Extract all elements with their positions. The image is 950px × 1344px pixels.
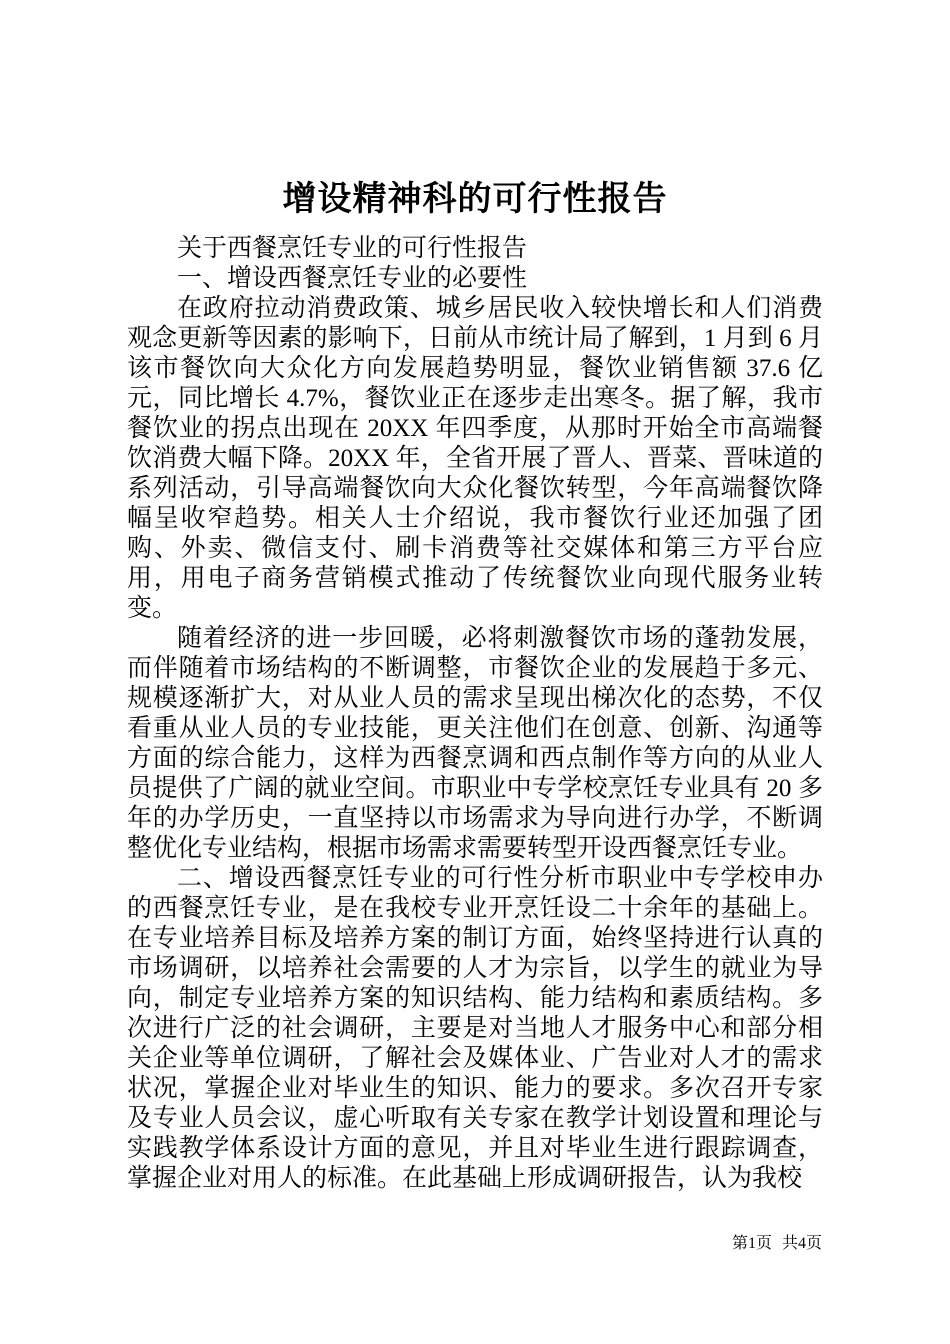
document-body — [127, 234, 823, 1194]
page-footer — [732, 1234, 822, 1254]
page-number-current: 第1页 — [731, 1235, 772, 1252]
paragraph-body-2: 随着经济的进一步回暖，必将刺激餐饮市场的蓬勃发展，而伴随着市场结构的不断调整，市餐饮企业的发展趋于多元、规模逐渐扩大，对从业人员的需求呈现出梯次化的态势，不仅看重从业人员的专业技能，更关注他们在创意、创新、沟通等方面的综合能力，这样为西餐烹调和西点制作等方向的从业人员提供了广阔的就业空间。市职业中专学校烹饪专业具有 20 多年的办学历史，一直坚持以市场需求为导向进行办学，不断调整优化专业结构，根据市场需求需要转型开设西餐烹饪专业。 — [127, 625, 823, 862]
paragraph-body-1: 在政府拉动消费政策、城乡居民收入较快增长和人们消费观念更新等因素的影响下，日前从市统计局了解到，1 月到 6 月该市餐饮向大众化方向发展趋势明显，餐饮业销售额 37.6 亿元，同比增长 4.7%，餐饮业正在逐步走出寒冬。据了解，我市餐饮业的拐点出现在 20XX 年四季度，从那时开始全市高端餐饮消费大幅下降。20XX 年，全省开展了晋人、晋菜、晋味道的系列活动，引导高端餐饮向大众化餐饮转型，今年高端餐饮降幅呈收窄趋势。相关人士介绍说，我市餐饮行业还加强了团购、外卖、微信支付、刷卡消费等社交媒体和第三方平台应用，用电子商务营销模式推动了传统餐饮业向现代服务业转变。 — [127, 295, 823, 622]
document-title: 增设精神科的可行性报告 — [282, 181, 668, 218]
paragraph-section-2: 二、增设西餐烹饪专业的可行性分析市职业中专学校申办的西餐烹饪专业，是在我校专业开烹饪设二十余年的基础上。在专业培养目标及培养方案的制订方面，始终坚持进行认真的市场调研，以培养社会需要的人才为宗旨，以学生的就业为导向，制定专业培养方案的知识结构、能力结构和素质结构。多次进行广泛的社会调研，主要是对当地人才服务中心和部分相关企业等单位调研，了解社会及媒体业、广告业对人才的需求状况，掌握企业对毕业生的知识、能力的要求。多次召开专家及专业人员会议，虚心听取有关专家在教学计划设置和理论与实践教学体系设计方面的意见，并且对毕业生进行跟踪调查，掌握企业对用人的标准。在此基础上形成调研报告，认为我校 — [127, 865, 823, 1192]
page-number-total: 共4页 — [781, 1235, 822, 1252]
paragraph-subtitle: 关于西餐烹饪专业的可行性报告 — [177, 235, 528, 262]
paragraph-section-1-heading: 一、增设西餐烹饪专业的必要性 — [177, 265, 528, 292]
